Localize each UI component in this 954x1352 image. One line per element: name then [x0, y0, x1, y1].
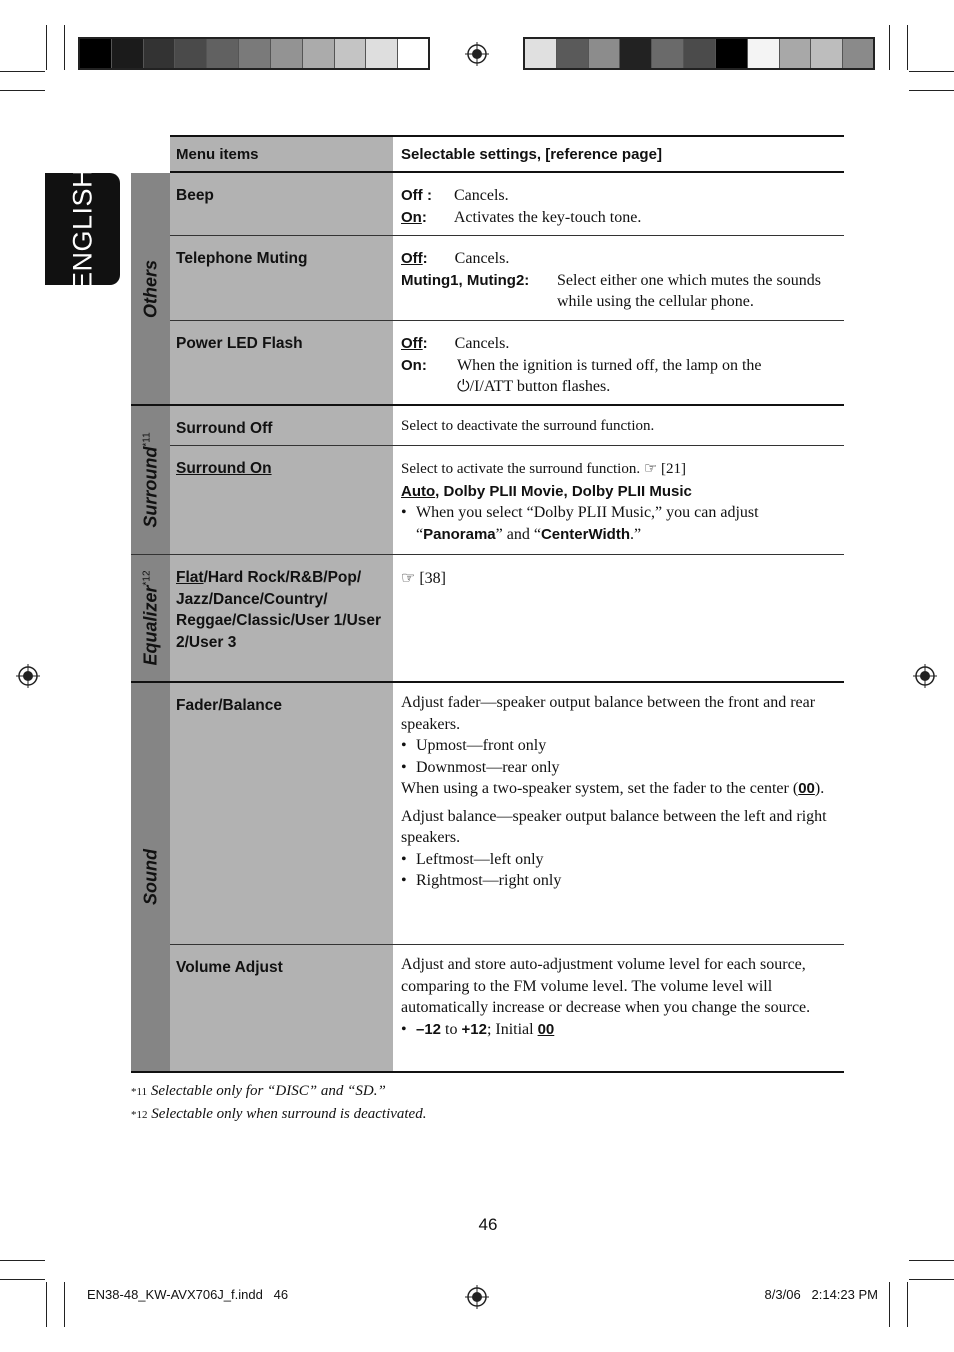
- registration-mark-icon: [465, 42, 489, 66]
- item-telephone-label: Telephone Muting: [176, 250, 308, 267]
- bullet-item: [401, 757, 836, 779]
- settings-equalizer: [393, 555, 844, 590]
- registration-mark-icon: [913, 664, 937, 688]
- note-part: ).: [814, 780, 825, 797]
- bullet-text-part: When you select “Dolby PLII Music,” you can adjust “: [416, 504, 759, 543]
- item-telephone-muting: [170, 236, 393, 320]
- option-off: [401, 248, 836, 270]
- balance-paragraph: Adjust balance—speaker output balance between the left and right speakers.: [401, 807, 827, 846]
- option-muting: [401, 270, 836, 313]
- bullet-item: [401, 735, 836, 757]
- crop-mark: [909, 71, 954, 72]
- option-desc: Activates the key-touch tone.: [453, 208, 642, 226]
- crop-mark: [907, 25, 908, 70]
- range-part: 00: [537, 1020, 555, 1038]
- bullet-item: [401, 502, 836, 545]
- slug-date: 8/3/06 2:14:23 PM: [764, 1287, 878, 1302]
- range-part: to: [441, 1020, 462, 1038]
- crop-mark: [907, 1282, 908, 1327]
- footnote-text: Selectable only when surround is deactivated.: [151, 1106, 427, 1122]
- language-tab-label: ENGLISH: [67, 167, 97, 291]
- colon: :: [422, 250, 428, 267]
- range-part: ; Initial: [486, 1020, 538, 1038]
- footnote: [131, 1103, 426, 1126]
- surround-off-desc: Select to deactivate the surround function.: [401, 418, 655, 434]
- option-auto: Auto: [401, 482, 436, 500]
- item-beep: [170, 173, 393, 235]
- item-surround-off: [170, 406, 393, 445]
- footnote: [131, 1080, 426, 1103]
- bullet-item: [401, 1019, 836, 1041]
- crop-mark: [889, 25, 890, 70]
- option-rest: , Dolby PLII Movie, Dolby PLII Music: [435, 482, 692, 500]
- page-number: 46: [478, 1215, 498, 1234]
- settings-surround-off: [393, 406, 844, 438]
- registration-mark-icon: [16, 664, 40, 688]
- colon: :: [421, 208, 427, 226]
- category-surround-label: [140, 432, 161, 527]
- crop-mark: [909, 1260, 954, 1261]
- crop-mark: [909, 90, 954, 91]
- bullet-text: Rightmost—right only: [416, 872, 562, 889]
- fader-center-note: [401, 778, 836, 800]
- crop-mark: [46, 25, 47, 70]
- footnote-text: Selectable only for “DISC” and “SD.”: [150, 1083, 386, 1099]
- option-desc: ⏻/I/ATT button flashes.: [457, 378, 611, 395]
- item-eq-rest: /Hard Rock/R&B/Pop/ Jazz/Dance/Country/ Reggae/Classic/User 1/User 2/User 3: [176, 569, 382, 651]
- footnote-mark: *11: [131, 1086, 148, 1098]
- bullet-icon: •: [401, 758, 407, 776]
- crop-mark: [46, 1282, 47, 1327]
- crop-mark: [0, 1279, 45, 1280]
- item-eq-flat: Flat: [176, 569, 204, 586]
- equalizer-ref: ☞ [38]: [401, 570, 446, 587]
- slug-file: EN38-48_KW-AVX706J_f.indd 46: [87, 1287, 289, 1302]
- option-desc: Cancels.: [454, 335, 510, 352]
- header-col1-label: Menu items: [176, 146, 259, 163]
- category-surround: [131, 405, 170, 554]
- bullet-item: [401, 849, 836, 871]
- color-bar-right: [523, 37, 875, 70]
- color-bar-left: [78, 37, 430, 70]
- range-part: –12: [416, 1020, 442, 1038]
- item-power-led-label: Power LED Flash: [176, 335, 303, 352]
- category-sound: [131, 682, 170, 1072]
- header-menu-items: [170, 137, 393, 171]
- crop-mark: [909, 1279, 954, 1280]
- item-surround-on: [170, 446, 393, 554]
- option-key: Off: [401, 187, 423, 204]
- option-key: Off: [401, 250, 423, 267]
- option-desc: When the ignition is turned off, the lamp on the: [457, 356, 762, 374]
- colon: :: [422, 335, 428, 352]
- option-on: [401, 355, 836, 398]
- option-key: On:: [401, 356, 427, 374]
- volume-paragraph: Adjust and store auto-adjustment volume level for each source, comparing to the FM volume level. The volume level will automatically increase or decrease when you change the source.: [401, 956, 811, 1016]
- bullet-text-part: Panorama: [423, 525, 496, 543]
- footnote-mark: *12: [131, 1109, 148, 1121]
- option-key: On: [401, 208, 422, 226]
- settings-surround-on: [393, 446, 844, 545]
- item-volume-adjust: [170, 945, 393, 1072]
- bullet-icon: •: [401, 737, 407, 754]
- range-part: +12: [461, 1020, 487, 1038]
- category-equalizer-text: Equalizer: [140, 585, 160, 666]
- item-surround-off-label: Surround Off: [176, 420, 273, 437]
- settings-power-led: [393, 321, 844, 398]
- option-desc: Select either one which mutes the sounds while using the cellular phone.: [557, 271, 821, 310]
- option-on: [401, 207, 836, 229]
- registration-mark-icon: [465, 1285, 489, 1309]
- option-desc: Cancels.: [454, 187, 509, 204]
- settings-fader-balance: [393, 683, 844, 892]
- item-equalizer-presets: [170, 555, 393, 682]
- item-surround-on-label: Surround On: [176, 460, 272, 477]
- category-others: [131, 173, 170, 405]
- language-tab: [45, 167, 120, 291]
- bullet-text: Upmost—front only: [416, 737, 547, 754]
- settings-volume-adjust: [393, 945, 844, 1040]
- bullet-icon: •: [401, 872, 407, 889]
- bullet-text: Downmost—rear only: [416, 758, 560, 776]
- item-fader-label: Fader/Balance: [176, 697, 282, 714]
- bullet-text-part: .”: [630, 525, 642, 543]
- bullet-text-part: ” and “: [495, 525, 541, 543]
- surround-options: [401, 481, 836, 503]
- footnotes: [131, 1080, 426, 1126]
- crop-mark: [0, 71, 45, 72]
- category-surround-text: Surround: [140, 446, 160, 528]
- settings-beep: [393, 173, 844, 228]
- crop-mark: [889, 1282, 890, 1327]
- option-key: Off: [401, 335, 423, 352]
- bullet-icon: •: [401, 504, 407, 521]
- bullet-icon: •: [401, 1020, 407, 1038]
- item-power-led: [170, 321, 393, 405]
- option-off: [401, 185, 836, 207]
- note-part: When using a two-speaker system, set the fader to the center (: [401, 780, 799, 797]
- bullet-icon: •: [401, 850, 407, 868]
- bullet-item: [401, 870, 836, 892]
- option-key: Muting1, Muting2:: [401, 271, 530, 289]
- item-fader-balance: [170, 683, 393, 944]
- table-header: [170, 135, 844, 173]
- category-sound-label: Sound: [140, 849, 160, 905]
- bullet-text-part: CenterWidth: [540, 525, 630, 543]
- table-bottom-rule: [131, 1071, 844, 1073]
- category-others-label: Others: [140, 259, 160, 319]
- item-beep-label: Beep: [176, 187, 214, 204]
- colon: :: [427, 187, 432, 204]
- bullet-text: [416, 1019, 554, 1041]
- option-desc: Cancels.: [454, 250, 510, 267]
- crop-mark: [0, 1260, 45, 1261]
- header-settings: [393, 137, 844, 171]
- note-part: 00: [798, 780, 815, 797]
- category-surround-mark: *11: [141, 431, 152, 447]
- settings-telephone-muting: [393, 236, 844, 313]
- category-equalizer-mark: *12: [141, 570, 152, 586]
- option-off: [401, 333, 836, 355]
- item-volume-label: Volume Adjust: [176, 959, 283, 976]
- crop-mark: [64, 1282, 65, 1327]
- header-col2-label: Selectable settings, [reference page]: [401, 146, 662, 163]
- surround-on-desc: Select to activate the surround function. ☞ [21]: [401, 461, 687, 477]
- category-equalizer-label: [140, 570, 161, 665]
- fader-paragraph: Adjust fader—speaker output balance between the front and rear speakers.: [401, 694, 816, 733]
- bullet-text: Leftmost—left only: [416, 850, 544, 868]
- bullet-text: [416, 502, 836, 545]
- category-equalizer: [131, 554, 170, 682]
- crop-mark: [64, 25, 65, 70]
- crop-mark: [0, 90, 45, 91]
